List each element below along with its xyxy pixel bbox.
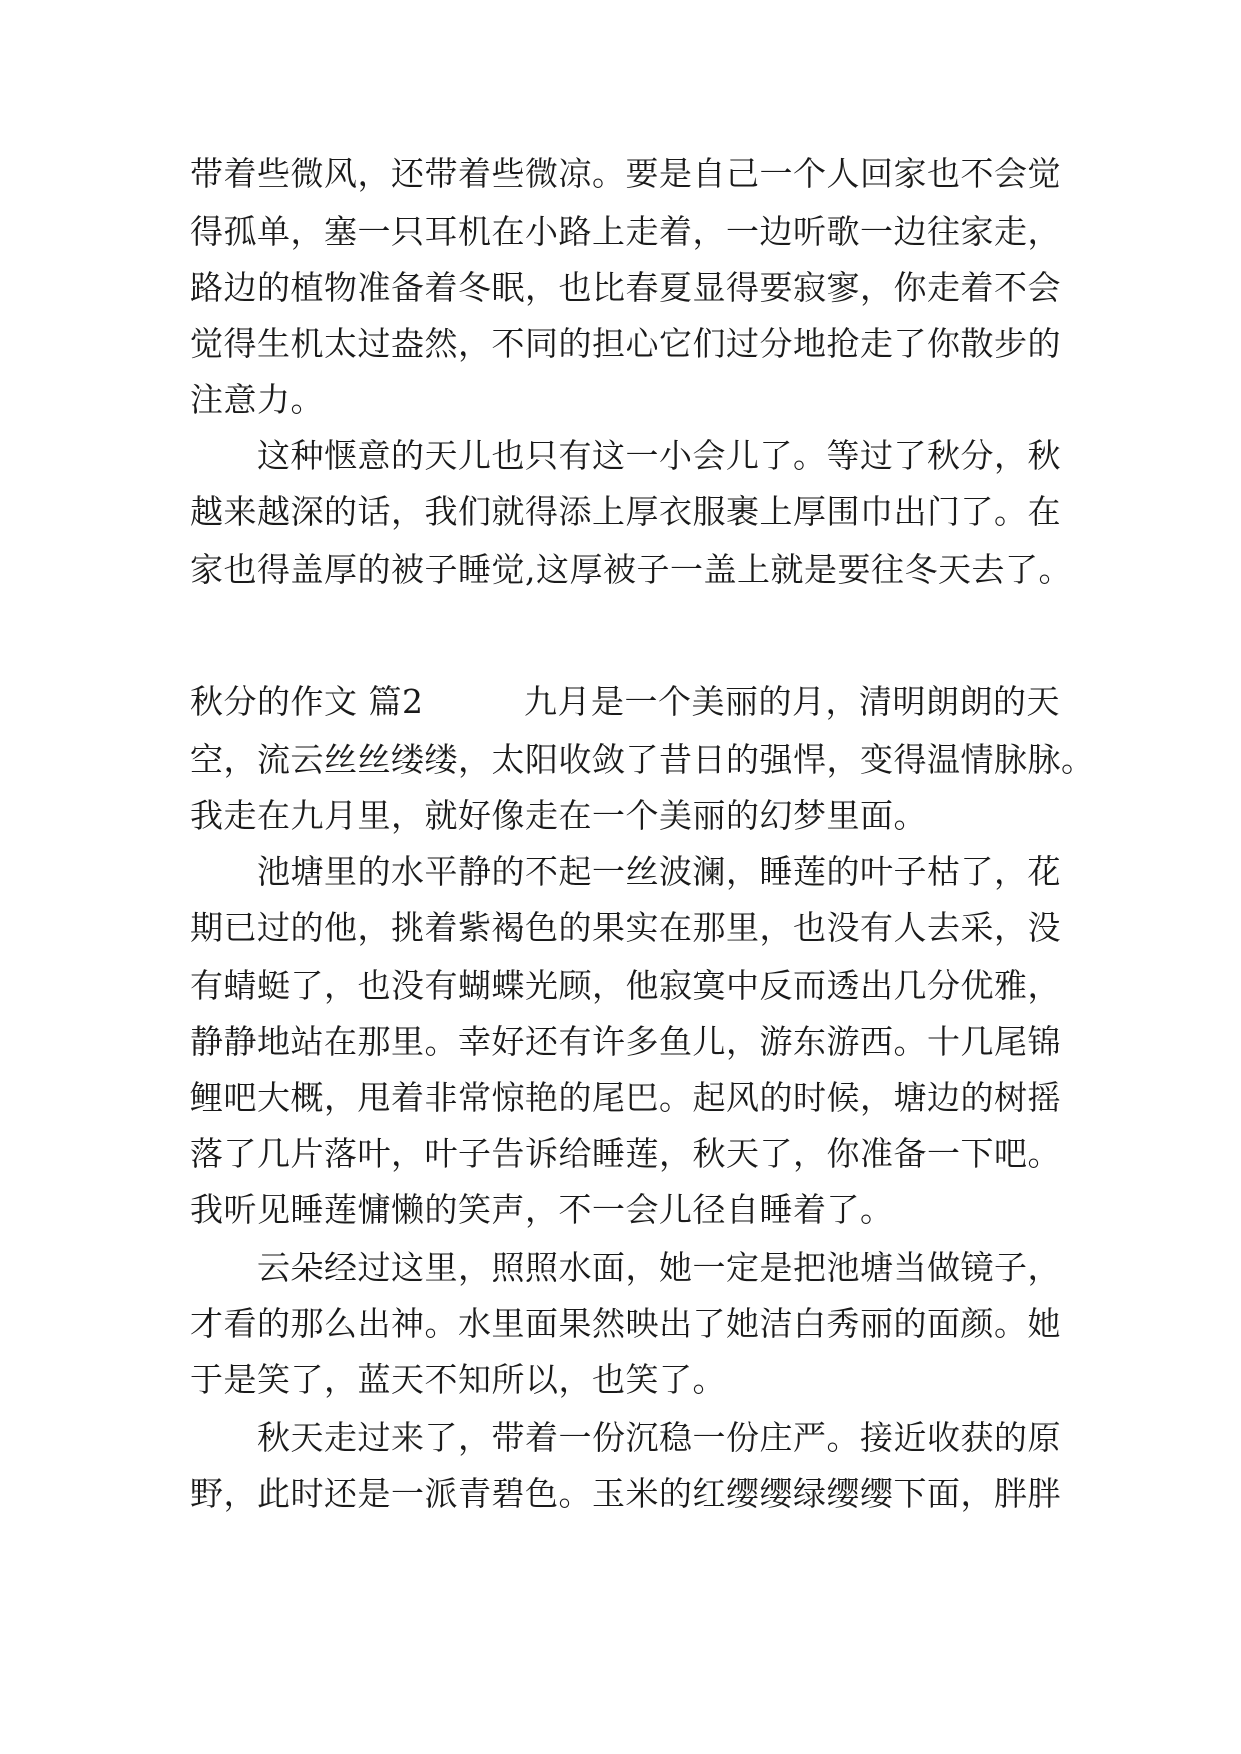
text-line: 我听见睡莲慵懒的笑声，不一会儿径自睡着了。 bbox=[190, 1190, 894, 1229]
text-line: 我走在九月里，就好像走在一个美丽的幻梦里面。 bbox=[190, 796, 927, 835]
text-line: 静静地站在那里。幸好还有许多鱼儿，游东游西。十几尾锦 bbox=[190, 1022, 1061, 1061]
text-line: 期已过的他，挑着紫褐色的果实在那里，也没有人去采，没 bbox=[190, 908, 1061, 947]
text-line: 觉得生机太过盎然，不同的担心它们过分地抢走了你散步的 bbox=[190, 324, 1061, 363]
text-line: 路边的植物准备着冬眠，也比春夏显得要寂寥，你走着不会 bbox=[190, 268, 1061, 307]
text-line: 带着些微风，还带着些微凉。要是自己一个人回家也不会觉 bbox=[190, 154, 1061, 193]
text-line: 秋天走过来了，带着一份沉稳一份庄严。接近收获的原 bbox=[190, 1418, 1061, 1457]
text-line: 落了几片落叶，叶子告诉给睡莲，秋天了，你准备一下吧。 bbox=[190, 1134, 1061, 1173]
text-line: 于是笑了，蓝天不知所以，也笑了。 bbox=[190, 1360, 726, 1399]
text-line: 空，流云丝丝缕缕，太阳收敛了昔日的强悍，变得温情脉脉。 bbox=[190, 740, 1095, 779]
text-line: 池塘里的水平静的不起一丝波澜，睡莲的叶子枯了，花 bbox=[190, 852, 1061, 891]
text-line: 家也得盖厚的被子睡觉,这厚被子一盖上就是要往冬天去了。 bbox=[190, 550, 1072, 589]
text-line: 越来越深的话，我们就得添上厚衣服裹上厚围巾出门了。在 bbox=[190, 492, 1061, 531]
text-line: 有蜻蜓了，也没有蝴蝶光顾，他寂寞中反而透出几分优雅， bbox=[190, 966, 1061, 1005]
text-line: 云朵经过这里，照照水面，她一定是把池塘当做镜子， bbox=[190, 1248, 1061, 1287]
text-line: 注意力。 bbox=[190, 380, 324, 419]
text-line: 鲤吧大概，甩着非常惊艳的尾巴。起风的时候，塘边的树摇 bbox=[190, 1078, 1061, 1117]
text-line: 野，此时还是一派青碧色。玉米的红缨缨绿缨缨下面，胖胖 bbox=[190, 1474, 1061, 1513]
text-line: 这种惬意的天儿也只有这一小会儿了。等过了秋分，秋 bbox=[190, 436, 1061, 475]
text-line: 才看的那么出神。水里面果然映出了她洁白秀丽的面颜。她 bbox=[190, 1304, 1061, 1343]
section-heading-line: 秋分的作文 篇2 九月是一个美丽的月，清明朗朗的天 bbox=[190, 682, 1060, 721]
text-line: 得孤单，塞一只耳机在小路上走着，一边听歌一边往家走， bbox=[190, 212, 1061, 251]
